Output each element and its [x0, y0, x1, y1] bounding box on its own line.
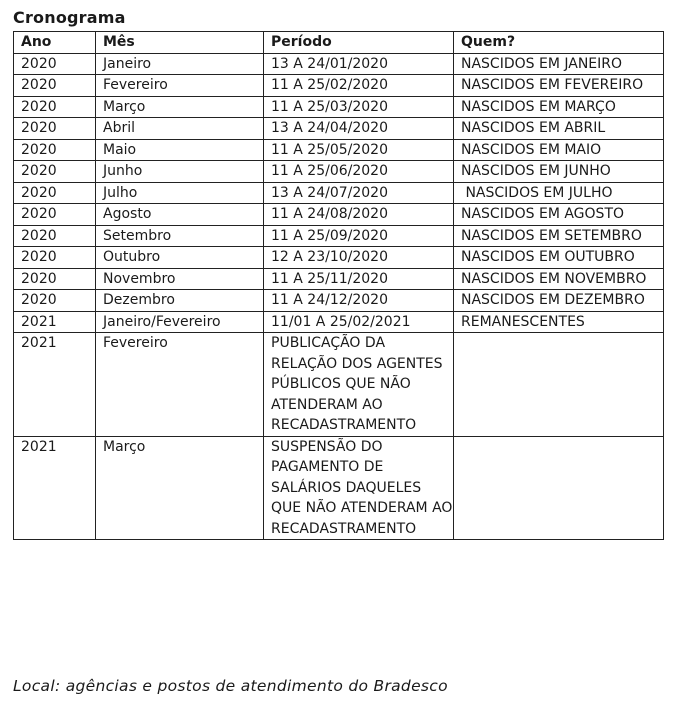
table-row: [14, 311, 664, 333]
cell-ano: 2020: [14, 247, 96, 269]
table-row: [14, 53, 664, 75]
header-periodo: Período: [264, 32, 454, 54]
cell-periodo: PUBLICAÇÃO DA RELAÇÃO DOS AGENTES PÚBLICOS QUE NÃO ATENDERAM AO RECADASTRAMENTO: [264, 333, 454, 437]
cell-quem: NASCIDOS EM JULHO: [454, 182, 664, 204]
cell-mes: Setembro: [96, 225, 264, 247]
table-row: [14, 161, 664, 183]
cell-periodo: 11 A 25/11/2020: [264, 268, 454, 290]
table-row: [14, 182, 664, 204]
cell-quem: NASCIDOS EM MARÇO: [454, 96, 664, 118]
table-row: [14, 268, 664, 290]
table-row: [14, 290, 664, 312]
cell-quem: NASCIDOS EM SETEMBRO: [454, 225, 664, 247]
cell-ano: 2020: [14, 75, 96, 97]
cell-periodo: 13 A 24/07/2020: [264, 182, 454, 204]
cell-quem: REMANESCENTES: [454, 311, 664, 333]
table-row: [14, 333, 664, 437]
cell-quem: NASCIDOS EM MAIO: [454, 139, 664, 161]
cell-periodo: 11 A 25/06/2020: [264, 161, 454, 183]
cell-mes: Fevereiro: [96, 75, 264, 97]
cell-mes: Março: [96, 96, 264, 118]
cell-quem: NASCIDOS EM DEZEMBRO: [454, 290, 664, 312]
cell-ano: 2021: [14, 311, 96, 333]
cell-periodo: 11 A 25/02/2020: [264, 75, 454, 97]
cell-periodo: 11 A 24/08/2020: [264, 204, 454, 226]
cell-ano: 2020: [14, 53, 96, 75]
cell-ano: 2020: [14, 139, 96, 161]
cell-mes: Novembro: [96, 268, 264, 290]
cell-mes: Julho: [96, 182, 264, 204]
page-title: Cronograma: [13, 8, 126, 27]
header-ano: Ano: [14, 32, 96, 54]
cell-periodo: 11 A 25/05/2020: [264, 139, 454, 161]
footer-note: Local: agências e postos de atendimento do Bradesco: [13, 677, 448, 695]
cell-quem: NASCIDOS EM AGOSTO: [454, 204, 664, 226]
cell-ano: 2021: [14, 436, 96, 540]
cell-periodo: 12 A 23/10/2020: [264, 247, 454, 269]
cell-quem: NASCIDOS EM OUTUBRO: [454, 247, 664, 269]
table-row: [14, 247, 664, 269]
table-row: [14, 75, 664, 97]
cell-periodo: 11 A 25/03/2020: [264, 96, 454, 118]
cell-quem: NASCIDOS EM ABRIL: [454, 118, 664, 140]
cell-periodo: 11 A 24/12/2020: [264, 290, 454, 312]
cell-mes: Junho: [96, 161, 264, 183]
cell-mes: Janeiro/Fevereiro: [96, 311, 264, 333]
cell-mes: Março: [96, 436, 264, 540]
header-mes: Mês: [96, 32, 264, 54]
cell-quem: NASCIDOS EM JUNHO: [454, 161, 664, 183]
cell-mes: Agosto: [96, 204, 264, 226]
table-row: [14, 139, 664, 161]
cell-ano: 2020: [14, 290, 96, 312]
cell-quem: [454, 436, 664, 540]
cell-ano: 2020: [14, 118, 96, 140]
cell-quem: NASCIDOS EM FEVEREIRO: [454, 75, 664, 97]
cell-periodo: 13 A 24/04/2020: [264, 118, 454, 140]
cell-ano: 2020: [14, 182, 96, 204]
cell-mes: Abril: [96, 118, 264, 140]
table-row: [14, 436, 664, 540]
cell-mes: Maio: [96, 139, 264, 161]
cell-mes: Fevereiro: [96, 333, 264, 437]
table-row: [14, 225, 664, 247]
cell-mes: Janeiro: [96, 53, 264, 75]
cell-ano: 2020: [14, 161, 96, 183]
cell-ano: 2020: [14, 96, 96, 118]
cell-mes: Dezembro: [96, 290, 264, 312]
cell-periodo: 11/01 A 25/02/2021: [264, 311, 454, 333]
table-header-row: [14, 32, 664, 54]
cell-quem: NASCIDOS EM NOVEMBRO: [454, 268, 664, 290]
table-row: [14, 118, 664, 140]
cell-mes: Outubro: [96, 247, 264, 269]
table-row: [14, 204, 664, 226]
cell-quem: [454, 333, 664, 437]
cell-periodo: 13 A 24/01/2020: [264, 53, 454, 75]
cell-quem: NASCIDOS EM JANEIRO: [454, 53, 664, 75]
cell-ano: 2020: [14, 225, 96, 247]
schedule-table: [13, 31, 664, 540]
table-row: [14, 96, 664, 118]
cell-ano: 2020: [14, 268, 96, 290]
cell-periodo: SUSPENSÃO DO PAGAMENTO DE SALÁRIOS DAQUELES QUE NÃO ATENDERAM AO RECADASTRAMENTO: [264, 436, 454, 540]
cell-periodo: 11 A 25/09/2020: [264, 225, 454, 247]
header-quem: Quem?: [454, 32, 664, 54]
cell-ano: 2020: [14, 204, 96, 226]
cell-ano: 2021: [14, 333, 96, 437]
